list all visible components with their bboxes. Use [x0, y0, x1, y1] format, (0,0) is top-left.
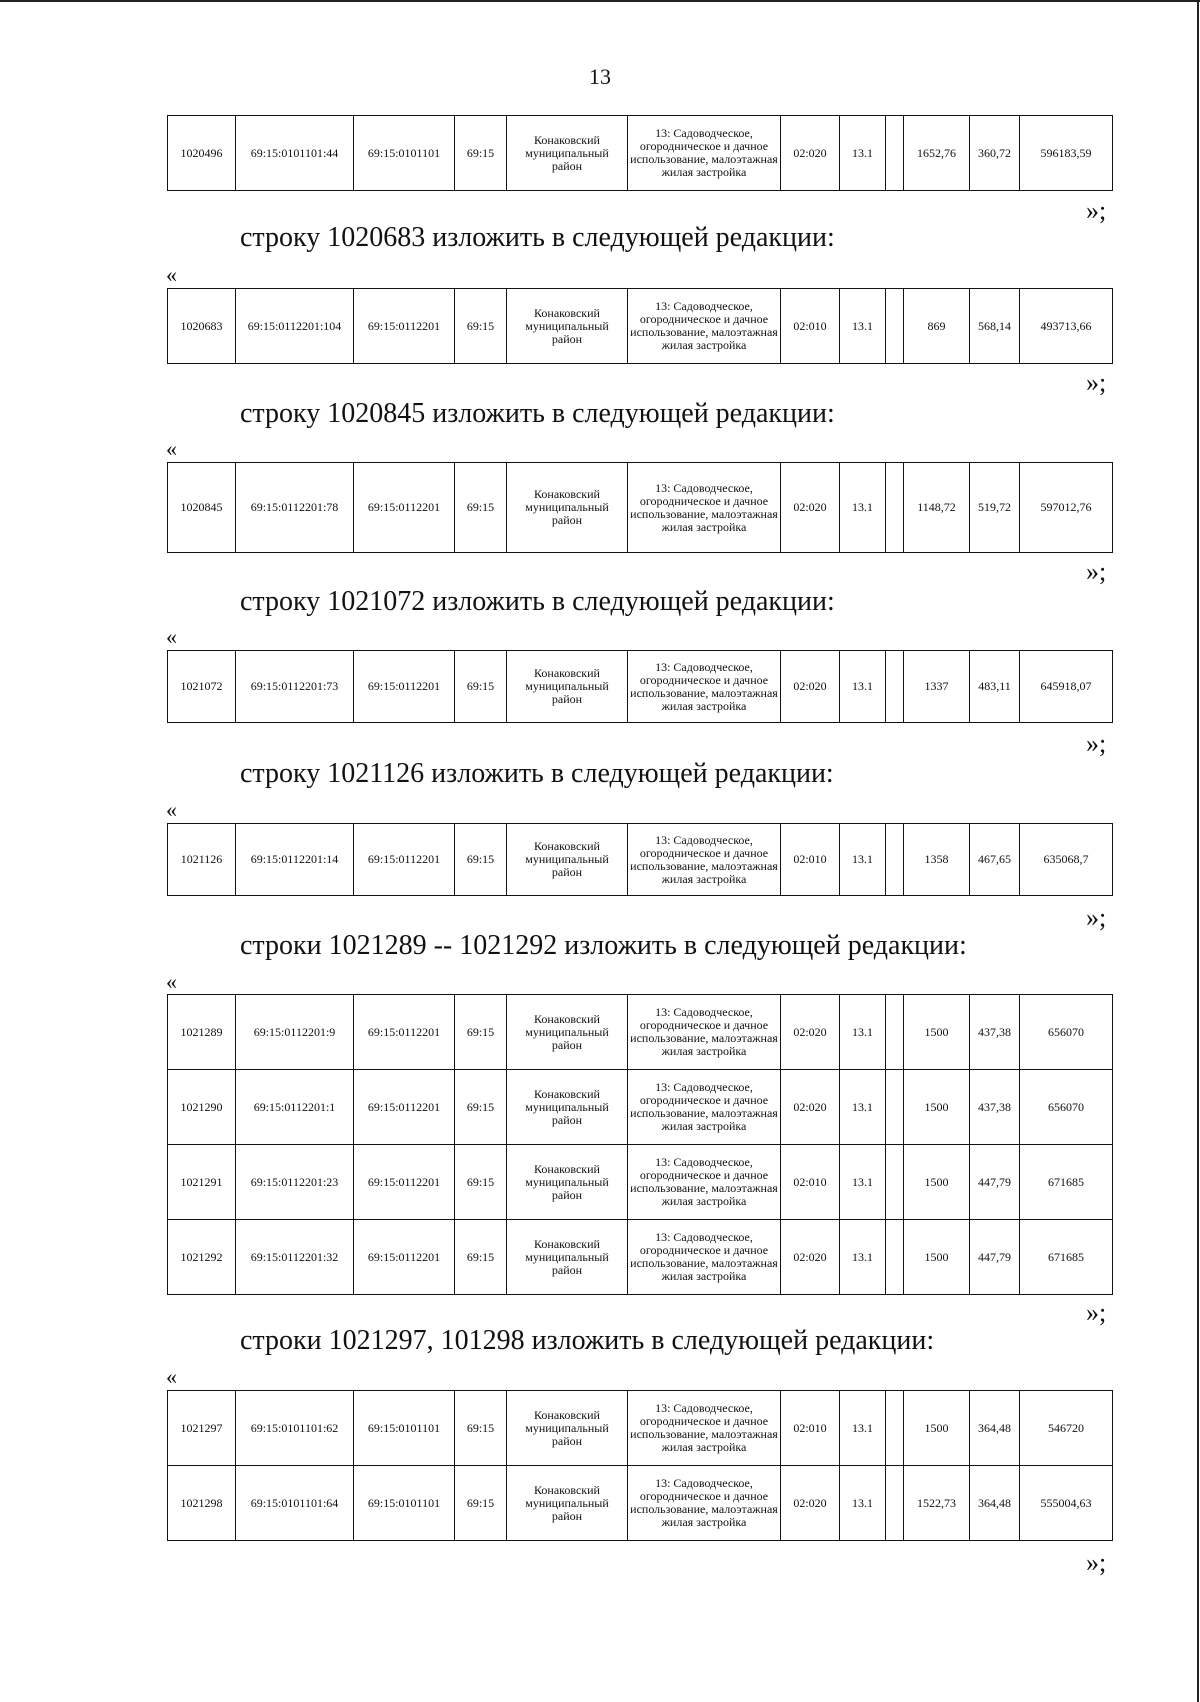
table-row — [168, 995, 1113, 1070]
land-use-cell: 13: Садоводческое, огородническое и дачное использование, малоэтажная жилая застройка — [628, 824, 781, 896]
table-row — [168, 1220, 1113, 1295]
area-cell: 1500 — [904, 995, 970, 1070]
closing-quote: »; — [1086, 903, 1107, 932]
empty-cell — [886, 463, 904, 553]
cadastral-block-cell: 69:15:0112201 — [354, 1220, 455, 1295]
record-id-cell: 1021297 — [168, 1391, 236, 1466]
amendment-heading: строку 1021072 изложить в следующей редакции: — [240, 586, 835, 617]
amendment-heading: строки 1021289 -- 1021292 изложить в следующей редакции: — [240, 930, 967, 961]
cadastral-block-cell: 69:15:0101101 — [354, 116, 455, 191]
amendment-heading: строку 1020683 изложить в следующей редакции: — [240, 222, 835, 253]
opening-quote: « — [166, 262, 177, 287]
record-id-cell: 1021298 — [168, 1466, 236, 1541]
opening-quote: « — [166, 969, 177, 994]
rate-cell: 437,38 — [970, 995, 1020, 1070]
use-code-cell: 02:020 — [781, 1466, 840, 1541]
cadastral-block-cell: 69:15:0112201 — [354, 1070, 455, 1145]
cadastral-block-cell: 69:15:0112201 — [354, 824, 455, 896]
value-cell: 656070 — [1020, 995, 1113, 1070]
empty-cell — [886, 1070, 904, 1145]
cadastral-number-cell: 69:15:0112201:1 — [236, 1070, 354, 1145]
land-use-cell: 13: Садоводческое, огородническое и дачное использование, малоэтажная жилая застройка — [628, 1391, 781, 1466]
opening-quote: « — [166, 1364, 177, 1389]
municipality-cell: Конаковский муниципальный район — [507, 289, 628, 364]
record-table — [167, 823, 1113, 896]
land-use-cell: 13: Садоводческое, огородническое и дачное использование, малоэтажная жилая застройка — [628, 651, 781, 723]
land-use-cell: 13: Садоводческое, огородническое и дачное использование, малоэтажная жилая застройка — [628, 1145, 781, 1220]
table-row — [168, 463, 1113, 553]
land-use-cell: 13: Садоводческое, огородническое и дачное использование, малоэтажная жилая застройка — [628, 995, 781, 1070]
amendment-heading: строку 1021126 изложить в следующей редакции: — [240, 758, 834, 789]
land-use-cell: 13: Садоводческое, огородническое и дачное использование, малоэтажная жилая застройка — [628, 116, 781, 191]
empty-cell — [886, 1220, 904, 1295]
group-cell: 13.1 — [840, 995, 886, 1070]
zone-code-cell: 69:15 — [455, 116, 507, 191]
zone-code-cell: 69:15 — [455, 1070, 507, 1145]
area-cell: 1358 — [904, 824, 970, 896]
closing-quote: »; — [1086, 1548, 1107, 1577]
municipality-cell: Конаковский муниципальный район — [507, 1220, 628, 1295]
rate-cell: 519,72 — [970, 463, 1020, 553]
zone-code-cell: 69:15 — [455, 824, 507, 896]
use-code-cell: 02:020 — [781, 1220, 840, 1295]
amendment-heading: строки 1021297, 101298 изложить в следующей редакции: — [240, 1325, 935, 1356]
cadastral-number-cell: 69:15:0112201:32 — [236, 1220, 354, 1295]
table-row — [168, 1070, 1113, 1145]
closing-quote: »; — [1086, 1298, 1107, 1327]
empty-cell — [886, 1391, 904, 1466]
zone-code-cell: 69:15 — [455, 651, 507, 723]
empty-cell — [886, 995, 904, 1070]
value-cell: 596183,59 — [1020, 116, 1113, 191]
rate-cell: 360,72 — [970, 116, 1020, 191]
cadastral-block-cell: 69:15:0112201 — [354, 995, 455, 1070]
cadastral-number-cell: 69:15:0101101:64 — [236, 1466, 354, 1541]
use-code-cell: 02:010 — [781, 824, 840, 896]
use-code-cell: 02:020 — [781, 463, 840, 553]
opening-quote: « — [166, 624, 177, 649]
table-row — [168, 116, 1113, 191]
cadastral-number-cell: 69:15:0112201:9 — [236, 995, 354, 1070]
cadastral-block-cell: 69:15:0112201 — [354, 651, 455, 723]
group-cell: 13.1 — [840, 651, 886, 723]
group-cell: 13.1 — [840, 1391, 886, 1466]
area-cell: 1500 — [904, 1070, 970, 1145]
rate-cell: 437,38 — [970, 1070, 1020, 1145]
cadastral-number-cell: 69:15:0112201:73 — [236, 651, 354, 723]
closing-quote: »; — [1086, 196, 1107, 225]
record-table — [167, 650, 1113, 723]
land-use-cell: 13: Садоводческое, огородническое и дачное использование, малоэтажная жилая застройка — [628, 1070, 781, 1145]
closing-quote: »; — [1086, 729, 1107, 758]
record-table — [167, 462, 1113, 553]
zone-code-cell: 69:15 — [455, 1391, 507, 1466]
record-id-cell: 1021289 — [168, 995, 236, 1070]
group-cell: 13.1 — [840, 1220, 886, 1295]
cadastral-number-cell: 69:15:0112201:23 — [236, 1145, 354, 1220]
empty-cell — [886, 289, 904, 364]
record-table — [167, 994, 1113, 1295]
empty-cell — [886, 1466, 904, 1541]
rate-cell: 568,14 — [970, 289, 1020, 364]
municipality-cell: Конаковский муниципальный район — [507, 1070, 628, 1145]
table-row — [168, 1466, 1113, 1541]
area-cell: 1500 — [904, 1220, 970, 1295]
empty-cell — [886, 824, 904, 896]
value-cell: 555004,63 — [1020, 1466, 1113, 1541]
value-cell: 671685 — [1020, 1145, 1113, 1220]
empty-cell — [886, 651, 904, 723]
value-cell: 671685 — [1020, 1220, 1113, 1295]
zone-code-cell: 69:15 — [455, 1145, 507, 1220]
group-cell: 13.1 — [840, 463, 886, 553]
cadastral-number-cell: 69:15:0112201:78 — [236, 463, 354, 553]
table-row — [168, 289, 1113, 364]
area-cell: 1522,73 — [904, 1466, 970, 1541]
table-row — [168, 651, 1113, 723]
record-table — [167, 115, 1113, 191]
cadastral-number-cell: 69:15:0101101:62 — [236, 1391, 354, 1466]
rate-cell: 467,65 — [970, 824, 1020, 896]
group-cell: 13.1 — [840, 824, 886, 896]
empty-cell — [886, 1145, 904, 1220]
area-cell: 1337 — [904, 651, 970, 723]
value-cell: 493713,66 — [1020, 289, 1113, 364]
municipality-cell: Конаковский муниципальный район — [507, 824, 628, 896]
record-table — [167, 288, 1113, 364]
table-row — [168, 1145, 1113, 1220]
municipality-cell: Конаковский муниципальный район — [507, 995, 628, 1070]
record-id-cell: 1021126 — [168, 824, 236, 896]
rate-cell: 364,48 — [970, 1391, 1020, 1466]
zone-code-cell: 69:15 — [455, 463, 507, 553]
record-id-cell: 1021072 — [168, 651, 236, 723]
cadastral-block-cell: 69:15:0112201 — [354, 289, 455, 364]
use-code-cell: 02:020 — [781, 995, 840, 1070]
land-use-cell: 13: Садоводческое, огородническое и дачное использование, малоэтажная жилая застройка — [628, 289, 781, 364]
value-cell: 635068,7 — [1020, 824, 1113, 896]
municipality-cell: Конаковский муниципальный район — [507, 651, 628, 723]
record-id-cell: 1021291 — [168, 1145, 236, 1220]
cadastral-number-cell: 69:15:0112201:14 — [236, 824, 354, 896]
page-top-border — [0, 0, 1200, 2]
use-code-cell: 02:010 — [781, 1145, 840, 1220]
amendment-heading: строку 1020845 изложить в следующей редакции: — [240, 398, 835, 429]
use-code-cell: 02:020 — [781, 116, 840, 191]
municipality-cell: Конаковский муниципальный район — [507, 1145, 628, 1220]
area-cell: 1652,76 — [904, 116, 970, 191]
page-right-border — [1197, 0, 1199, 1702]
land-use-cell: 13: Садоводческое, огородническое и дачное использование, малоэтажная жилая застройка — [628, 1466, 781, 1541]
record-id-cell: 1021292 — [168, 1220, 236, 1295]
land-use-cell: 13: Садоводческое, огородническое и дачное использование, малоэтажная жилая застройка — [628, 463, 781, 553]
group-cell: 13.1 — [840, 1145, 886, 1220]
rate-cell: 447,79 — [970, 1145, 1020, 1220]
cadastral-block-cell: 69:15:0112201 — [354, 463, 455, 553]
use-code-cell: 02:010 — [781, 289, 840, 364]
area-cell: 1148,72 — [904, 463, 970, 553]
value-cell: 597012,76 — [1020, 463, 1113, 553]
record-table — [167, 1390, 1113, 1541]
value-cell: 656070 — [1020, 1070, 1113, 1145]
value-cell: 645918,07 — [1020, 651, 1113, 723]
zone-code-cell: 69:15 — [455, 289, 507, 364]
zone-code-cell: 69:15 — [455, 995, 507, 1070]
cadastral-block-cell: 69:15:0112201 — [354, 1145, 455, 1220]
opening-quote: « — [166, 436, 177, 461]
use-code-cell: 02:010 — [781, 1391, 840, 1466]
value-cell: 546720 — [1020, 1391, 1113, 1466]
cadastral-number-cell: 69:15:0101101:44 — [236, 116, 354, 191]
rate-cell: 483,11 — [970, 651, 1020, 723]
cadastral-block-cell: 69:15:0101101 — [354, 1391, 455, 1466]
municipality-cell: Конаковский муниципальный район — [507, 1391, 628, 1466]
group-cell: 13.1 — [840, 1466, 886, 1541]
use-code-cell: 02:020 — [781, 651, 840, 723]
record-id-cell: 1020683 — [168, 289, 236, 364]
rate-cell: 447,79 — [970, 1220, 1020, 1295]
area-cell: 1500 — [904, 1145, 970, 1220]
record-id-cell: 1020496 — [168, 116, 236, 191]
group-cell: 13.1 — [840, 116, 886, 191]
zone-code-cell: 69:15 — [455, 1466, 507, 1541]
table-row — [168, 824, 1113, 896]
table-row — [168, 1391, 1113, 1466]
group-cell: 13.1 — [840, 1070, 886, 1145]
cadastral-block-cell: 69:15:0101101 — [354, 1466, 455, 1541]
municipality-cell: Конаковский муниципальный район — [507, 116, 628, 191]
area-cell: 869 — [904, 289, 970, 364]
empty-cell — [886, 116, 904, 191]
closing-quote: »; — [1086, 557, 1107, 586]
record-id-cell: 1021290 — [168, 1070, 236, 1145]
municipality-cell: Конаковский муниципальный район — [507, 1466, 628, 1541]
page-number: 13 — [589, 64, 611, 89]
group-cell: 13.1 — [840, 289, 886, 364]
land-use-cell: 13: Садоводческое, огородническое и дачное использование, малоэтажная жилая застройка — [628, 1220, 781, 1295]
rate-cell: 364,48 — [970, 1466, 1020, 1541]
closing-quote: »; — [1086, 368, 1107, 397]
use-code-cell: 02:020 — [781, 1070, 840, 1145]
cadastral-number-cell: 69:15:0112201:104 — [236, 289, 354, 364]
record-id-cell: 1020845 — [168, 463, 236, 553]
zone-code-cell: 69:15 — [455, 1220, 507, 1295]
opening-quote: « — [166, 797, 177, 822]
area-cell: 1500 — [904, 1391, 970, 1466]
municipality-cell: Конаковский муниципальный район — [507, 463, 628, 553]
